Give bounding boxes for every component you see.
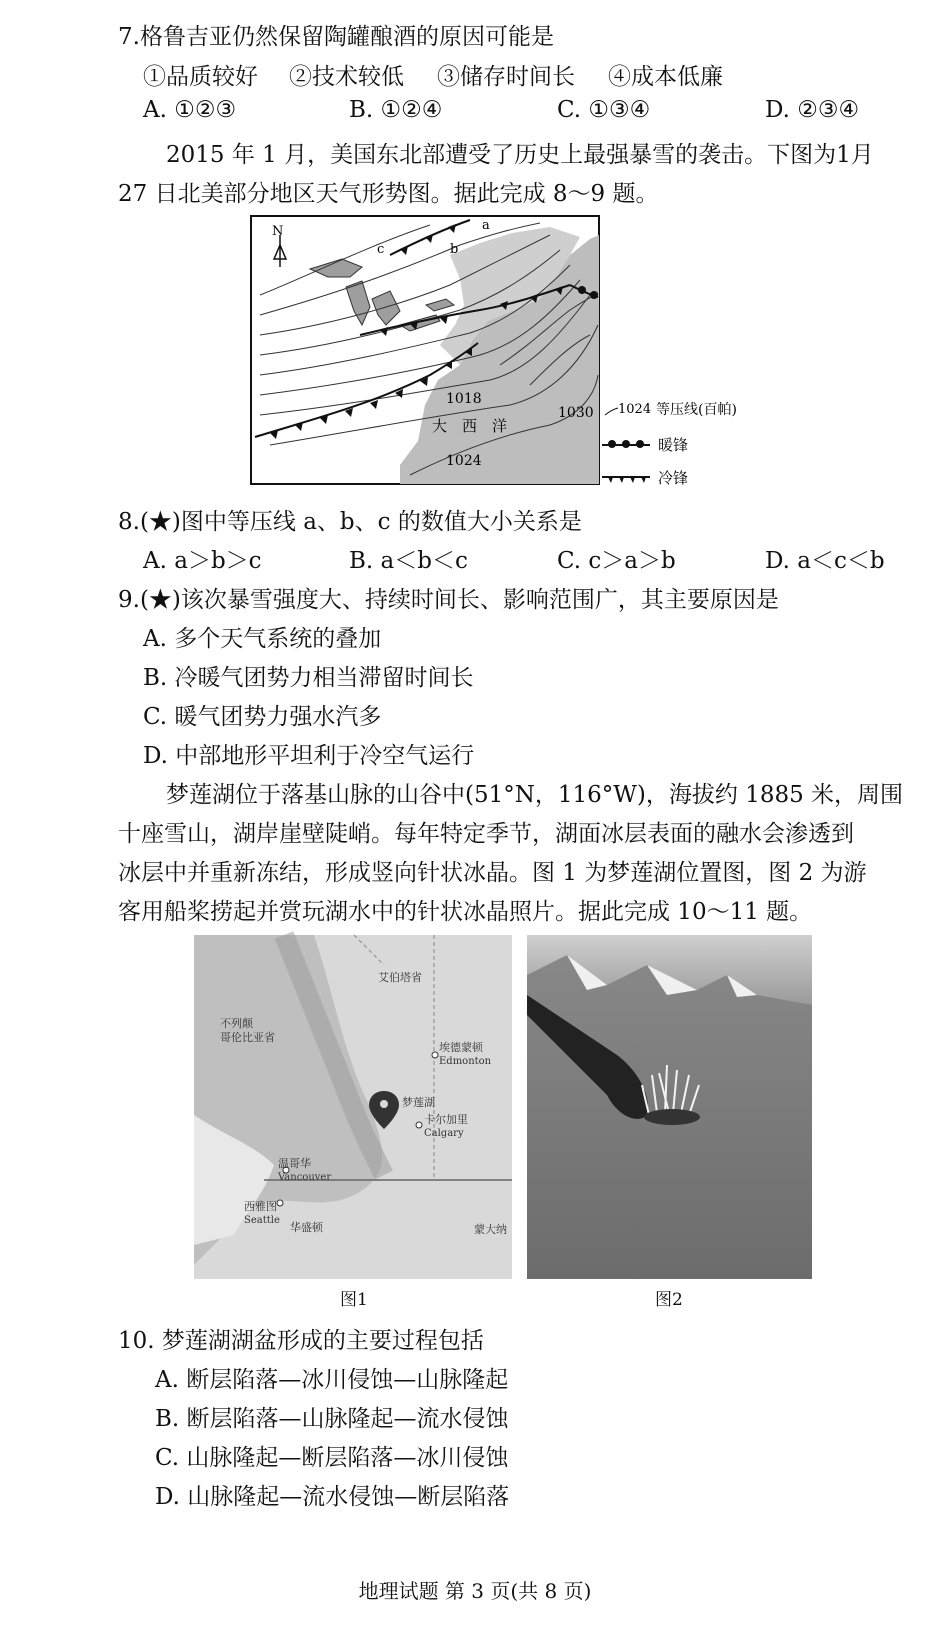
intro-10-11-line2: 十座雪山，湖岸崖壁陡峭。每年特定季节，湖面冰层表面的融水会渗透到 xyxy=(118,821,854,847)
label-edmonton-cn: 埃德蒙顿 xyxy=(439,1041,483,1054)
label-bc-1: 不列颠 xyxy=(220,1017,253,1030)
north-label: N xyxy=(272,224,284,239)
q10-stem: 10. 梦莲湖湖盆形成的主要过程包括 xyxy=(118,1328,484,1354)
legend-isobar-text: 等压线(百帕) xyxy=(656,402,737,418)
q10-option-d: D. 山脉隆起—流水侵蚀—断层陷落 xyxy=(155,1484,510,1510)
label-vancouver-cn: 温哥华 xyxy=(278,1157,311,1170)
figure1-location-map xyxy=(194,935,512,1279)
label-vancouver-en: Vancouver xyxy=(278,1172,332,1183)
intro-8-9-line2: 27 日北美部分地区天气形势图。据此完成 8～9 题。 xyxy=(118,181,659,207)
q10-option-c: C. 山脉隆起—断层陷落—冰川侵蚀 xyxy=(155,1445,509,1471)
figure2-ice-photo xyxy=(527,935,812,1279)
legend-isobar-value: 1024 xyxy=(618,402,652,417)
q7-option-c: C. ①③④ xyxy=(557,97,651,123)
q7-item-4: ④成本低廉 xyxy=(608,64,723,90)
q8-stem: 8.(★)图中等压线 a、b、c 的数值大小关系是 xyxy=(118,509,582,535)
q7-item-3: ③储存时间长 xyxy=(437,64,575,90)
intro-8-9-line1: 2015 年 1 月，美国东北部遭受了历史上最强暴雪的袭击。下图为1月 xyxy=(166,142,874,168)
q7-option-a: A. ①②③ xyxy=(143,97,237,123)
q9-option-a: A. 多个天气系统的叠加 xyxy=(143,626,382,652)
q7-option-b: B. ①②④ xyxy=(349,97,443,123)
atlantic-label: 大 西 洋 xyxy=(432,417,508,435)
q9-option-c: C. 暖气团势力强水汽多 xyxy=(143,704,382,730)
q7-option-d: D. ②③④ xyxy=(765,97,860,123)
map-legend xyxy=(602,401,737,487)
q9-option-d: D. 中部地形平坦利于冷空气运行 xyxy=(143,743,475,769)
q10-option-a: A. 断层陷落—冰川侵蚀—山脉隆起 xyxy=(155,1367,509,1393)
label-alberta: 艾伯塔省 xyxy=(378,971,422,984)
legend-cold-front: 冷锋 xyxy=(658,469,689,487)
page-footer: 地理试题 第 3 页(共 8 页) xyxy=(358,1579,592,1603)
isobar-1018-label: 1018 xyxy=(446,391,482,407)
q9-option-b: B. 冷暖气团势力相当滞留时间长 xyxy=(143,665,474,691)
isobar-label-b: b xyxy=(450,242,459,257)
label-seattle-en: Seattle xyxy=(244,1215,280,1226)
q9-stem: 9.(★)该次暴雪强度大、持续时间长、影响范围广，其主要原因是 xyxy=(118,587,779,613)
q7-item-1: ①品质较好 xyxy=(143,64,258,90)
intro-10-11-line4: 客用船桨捞起并赏玩湖水中的针状冰晶照片。据此完成 10～11 题。 xyxy=(118,899,813,925)
q8-option-a: A. a＞b＞c xyxy=(143,548,262,574)
isobar-1024-label: 1024 xyxy=(446,453,482,469)
q10-option-b: B. 断层陷落—山脉隆起—流水侵蚀 xyxy=(155,1406,509,1432)
label-montana: 蒙大纳 xyxy=(474,1223,507,1236)
label-calgary-cn: 卡尔加里 xyxy=(424,1113,468,1126)
figure1-caption: 图1 xyxy=(340,1290,368,1310)
intro-10-11-line1: 梦莲湖位于落基山脉的山谷中(51°N，116°W)，海拔约 1885 米，周围 xyxy=(166,782,904,808)
q8-option-d: D. a＜c＜b xyxy=(765,548,885,574)
label-edmonton-en: Edmonton xyxy=(439,1056,492,1067)
isobar-1030-label: 1030 xyxy=(558,405,594,421)
q8-option-c: C. c＞a＞b xyxy=(557,548,676,574)
weather-map xyxy=(250,215,737,487)
q8-option-b: B. a＜b＜c xyxy=(349,548,468,574)
label-washington: 华盛顿 xyxy=(290,1221,323,1234)
intro-10-11-line3: 冰层中并重新冻结，形成竖向针状冰晶。图 1 为梦莲湖位置图，图 2 为游 xyxy=(118,860,867,886)
label-calgary-en: Calgary xyxy=(424,1128,464,1139)
figure2-caption: 图2 xyxy=(655,1290,683,1310)
label-bc-2: 哥伦比亚省 xyxy=(220,1031,275,1044)
legend-warm-front: 暖锋 xyxy=(658,436,689,454)
label-seattle-cn: 西雅图 xyxy=(244,1200,277,1213)
label-lake: 梦莲湖 xyxy=(402,1096,435,1109)
isobar-label-a: a xyxy=(482,218,490,233)
isobar-label-c: c xyxy=(377,242,385,257)
q7-stem: 7.格鲁吉亚仍然保留陶罐酿酒的原因可能是 xyxy=(118,24,554,50)
q7-item-2: ②技术较低 xyxy=(289,64,404,90)
